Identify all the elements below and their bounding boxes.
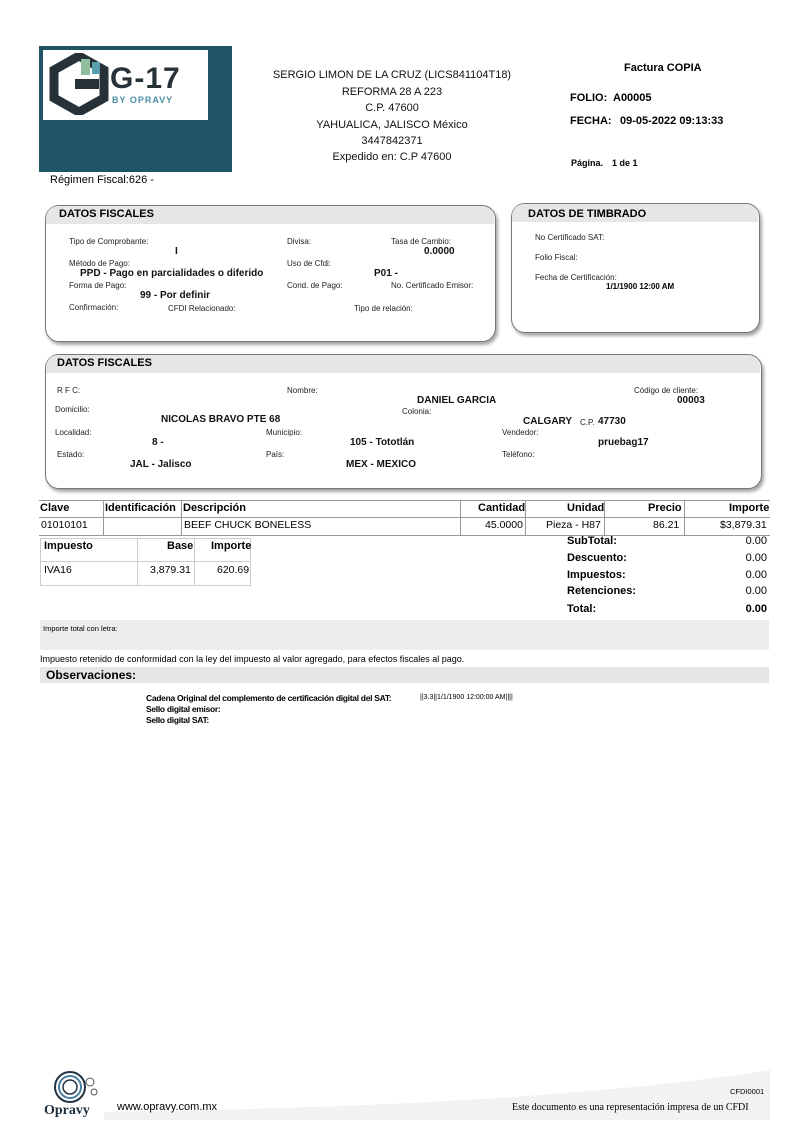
col-importe: Importe bbox=[729, 502, 770, 514]
codigo-cliente-value: 00003 bbox=[677, 395, 705, 406]
issuer-name: SERGIO LIMON DE LA CRUZ (LICS841104T18) bbox=[272, 69, 512, 81]
tax-col-importe: Importe bbox=[211, 540, 252, 552]
cert-emisor-label: No. Certificado Emisor: bbox=[391, 281, 474, 290]
subtotal-label: SubTotal: bbox=[567, 535, 617, 547]
item-cantidad: 45.0000 bbox=[485, 519, 523, 531]
folio-value: A00005 bbox=[613, 92, 652, 104]
domicilio-label: Domicilio: bbox=[55, 405, 90, 414]
fecha-cert-value: 1/1/1900 12:00 AM bbox=[606, 282, 675, 291]
domicilio-value: NICOLAS BRAVO PTE 68 bbox=[161, 414, 281, 425]
vendedor-value: pruebag17 bbox=[598, 437, 649, 448]
tipo-comprobante-label: Tipo de Comprobante: bbox=[69, 237, 149, 246]
retenciones-value: 0.00 bbox=[745, 585, 767, 597]
metodo-pago-label: Método de Pago: bbox=[69, 259, 130, 268]
g17-hex-icon bbox=[49, 53, 109, 115]
cp-value: 47730 bbox=[598, 416, 626, 427]
nombre-label: Nombre: bbox=[287, 386, 318, 395]
pais-label: País: bbox=[266, 450, 285, 459]
item-descripcion: BEEF CHUCK BONELESS bbox=[184, 519, 312, 531]
item-unidad: Pieza - H87 bbox=[546, 519, 601, 531]
items-header-divider bbox=[39, 517, 770, 518]
total-value: 0.00 bbox=[745, 603, 767, 615]
sello-emisor-label: Sello digital emisor: bbox=[146, 704, 221, 714]
timbrado-panel bbox=[511, 203, 760, 333]
pais-value: MEX - MEXICO bbox=[346, 459, 417, 470]
impuestos-label: Impuestos: bbox=[567, 569, 626, 581]
municipio-value: 105 - Tototlán bbox=[350, 437, 415, 448]
timbrado-title: DATOS DE TIMBRADO bbox=[528, 208, 647, 220]
nombre-value: DANIEL GARCIA bbox=[417, 395, 497, 406]
divisa-label: Divisa: bbox=[287, 237, 312, 246]
cond-pago-label: Cond. de Pago: bbox=[287, 281, 343, 290]
col-descripcion: Descripción bbox=[183, 502, 246, 514]
cfdi-relacionado-label: CFDI Relacionado: bbox=[168, 304, 236, 313]
issuer-expedido: Expedido en: C.P 47600 bbox=[332, 151, 452, 163]
tax-impuesto-value: IVA16 bbox=[44, 564, 72, 576]
issuer-address: REFORMA 28 A 223 bbox=[341, 86, 443, 98]
localidad-value: 8 - bbox=[152, 437, 164, 448]
col-precio: Precio bbox=[648, 502, 682, 514]
forma-pago-label: Forma de Pago: bbox=[69, 281, 127, 290]
subtotal-value: 0.00 bbox=[745, 535, 767, 547]
retenciones-label: Retenciones: bbox=[567, 585, 637, 597]
cp-label: C.P. bbox=[580, 418, 595, 427]
confirmacion-label: Confirmación: bbox=[69, 303, 119, 312]
sello-sat-label: Sello digital SAT: bbox=[146, 715, 209, 725]
tax-col-base: Base bbox=[167, 540, 194, 552]
metodo-pago-value: PPD - Pago en parcialidades o diferido bbox=[80, 268, 264, 279]
importe-letra-box bbox=[40, 620, 769, 650]
document-type: Factura COPIA bbox=[624, 62, 702, 74]
fiscal-title: DATOS FISCALES bbox=[59, 208, 154, 220]
fecha-cert-label: Fecha de Certificación: bbox=[535, 273, 617, 282]
item-clave: 01010101 bbox=[41, 519, 88, 531]
col-identificacion: Identificación bbox=[105, 502, 176, 514]
tax-col-impuesto: Impuesto bbox=[44, 540, 93, 552]
total-label: Total: bbox=[567, 603, 597, 615]
colonia-label: Colonia: bbox=[402, 407, 432, 416]
tax-base-value: 3,879.31 bbox=[150, 564, 191, 576]
client-panel-header bbox=[46, 355, 760, 373]
logo-text: G-17 bbox=[110, 62, 181, 95]
tasa-label: Tasa de Cambio: bbox=[391, 237, 452, 246]
logo-subtext: BY OPRAVY bbox=[112, 95, 174, 105]
folio-fiscal-label: Folio Fiscal: bbox=[535, 253, 578, 262]
observaciones-bar bbox=[40, 667, 769, 683]
uso-cfdi-value: P01 - bbox=[374, 268, 398, 279]
col-cantidad: Cantidad bbox=[478, 502, 526, 514]
municipio-label: Municipio: bbox=[266, 428, 303, 437]
tasa-value: 0.0000 bbox=[424, 246, 455, 257]
estado-value: JAL - Jalisco bbox=[130, 459, 192, 470]
observaciones-label: Observaciones: bbox=[46, 668, 137, 682]
cert-sat-label: No Certificado SAT: bbox=[535, 233, 605, 242]
colonia-value: CALGARY bbox=[523, 416, 573, 427]
tipo-comprobante-value: I bbox=[175, 246, 178, 257]
fecha-value: 09-05-2022 09:13:33 bbox=[620, 115, 724, 127]
fecha-label: FECHA: bbox=[570, 115, 612, 127]
footer-brand: Opravy bbox=[44, 1103, 90, 1118]
folio-label: FOLIO: bbox=[570, 92, 608, 104]
uso-cfdi-label: Uso de Cfdi: bbox=[287, 259, 332, 268]
footer-disclaimer: Este documento es una representación impresa de un CFDI bbox=[512, 1102, 749, 1113]
issuer-city: YAHUALICA, JALISCO México bbox=[316, 119, 468, 131]
leyenda-impuesto: Impuesto retenido de conformidad con la ley del impuesto al valor agregado, para efectos fiscales al pago. bbox=[40, 654, 465, 664]
item-importe: $3,879.31 bbox=[720, 519, 767, 531]
rfc-label: R F C: bbox=[57, 386, 81, 395]
impuestos-value: 0.00 bbox=[745, 569, 767, 581]
cadena-value: ||3.3||1/1/1900 12:00:00 AM|||| bbox=[420, 694, 513, 701]
tax-importe-value: 620.69 bbox=[217, 564, 250, 576]
cadena-label: Cadena Original del complemento de certificación digital del SAT: bbox=[146, 693, 392, 703]
footer-code: CFDI0001 bbox=[730, 1087, 765, 1096]
item-precio: 86.21 bbox=[653, 519, 680, 531]
footer-website[interactable]: www.opravy.com.mx bbox=[117, 1101, 218, 1113]
col-unidad: Unidad bbox=[567, 502, 605, 514]
issuer-cp: C.P. 47600 bbox=[365, 102, 419, 114]
descuento-label: Descuento: bbox=[567, 552, 627, 564]
col-clave: Clave bbox=[40, 502, 70, 514]
tipo-relacion-label: Tipo de relación: bbox=[354, 304, 413, 313]
estado-label: Estado: bbox=[57, 450, 85, 459]
client-title: DATOS FISCALES bbox=[57, 357, 152, 369]
issuer-phone: 3447842371 bbox=[361, 135, 423, 147]
pagina-value: 1 de 1 bbox=[612, 158, 638, 168]
descuento-value: 0.00 bbox=[745, 552, 767, 564]
forma-pago-value: 99 - Por definir bbox=[140, 290, 211, 301]
vendedor-label: Vendedor: bbox=[502, 428, 539, 437]
telefono-label: Teléfono: bbox=[502, 450, 535, 459]
importe-letra-label: Importe total con letra: bbox=[43, 624, 118, 633]
regimen-fiscal: Régimen Fiscal:626 - bbox=[50, 174, 154, 186]
localidad-label: Localidad: bbox=[55, 428, 92, 437]
codigo-cliente-label: Código de cliente: bbox=[634, 386, 699, 395]
opravy-logo-icon bbox=[50, 1070, 102, 1104]
pagina-label: Página. bbox=[571, 158, 604, 168]
